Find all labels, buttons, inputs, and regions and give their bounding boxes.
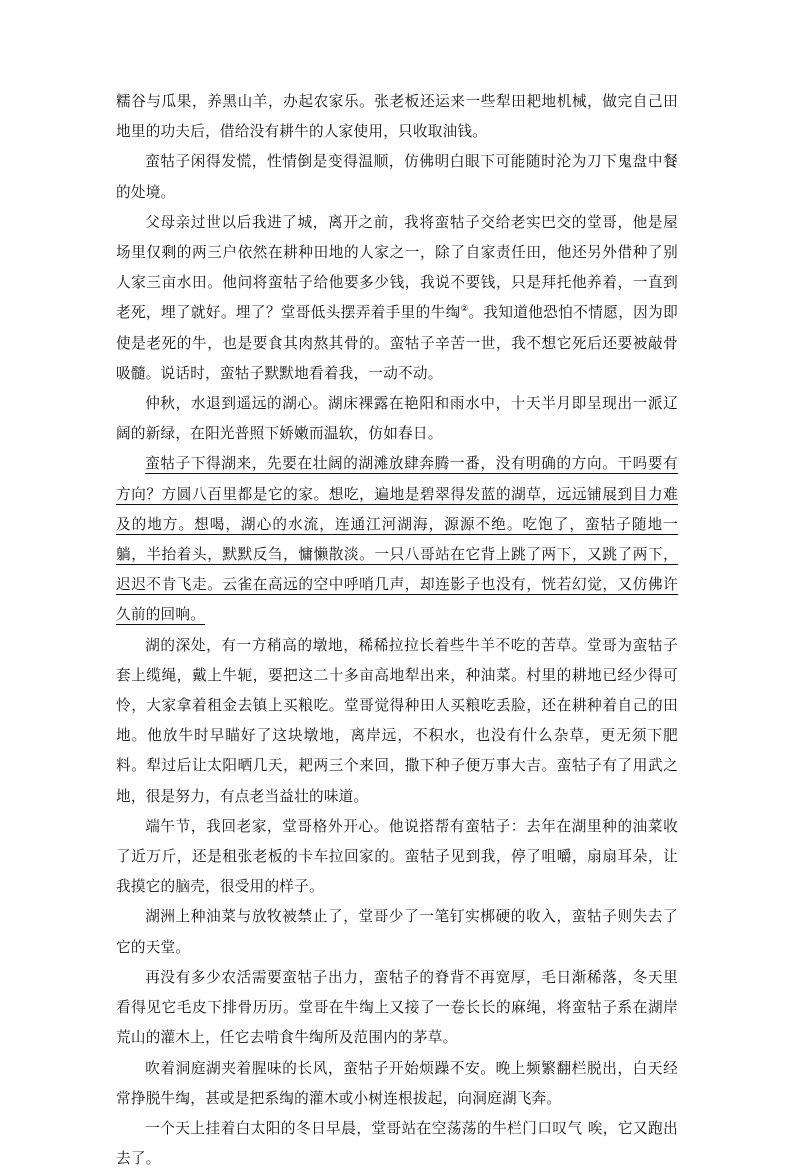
paragraph-3-text-before: 父母亲过世以后我进了城，离开之前，我将蛮牯子交给老实巴交的堂哥，他是屋场里仅剩的两三户依然在耕种田地的人家之一，除了自家责任田，他还另外借种了别人家三亩水田。他问将蛮牯子给他要多少钱，我说不要钱，只是拜托他养着，一直到老死，埋了就好。埋了？堂哥低头摆弄着手里的牛绹 xyxy=(116,213,678,322)
paragraph-7: 端午节，我回老家，堂哥格外开心。他说搭帮有蛮牯子：去年在湖里种的油菜收了近万斤，还是租张老板的卡车拉回家的。蛮牯子见到我，停了咀嚼，扇扇耳朵，让我摸它的脑壳，很受用的样子。 xyxy=(116,817,678,896)
paragraph-6: 湖的深处，有一方稍高的墩地，稀稀拉拉长着些牛羊不吃的苦草。堂哥为蛮牯子套上缆绳，戴上牛轭，要把这二十多亩高地犁出来，种油菜。村里的耕地已经少得可怜，大家拿着租金去镇上买粮吃。堂哥觉得种田人买粮吃丢脸，还在耕种着自己的田地。他放牛时早瞄好了这块墩地，离岸远，不积水，也没有什么杂草，更无须下肥料。犁过后让太阳晒几天，耙两三个来回，撒下种子便万事大吉。蛮牯子有了用武之地，很是努力，有点老当益壮的味道。 xyxy=(116,636,678,805)
paragraph-1: 糯谷与瓜果，养黑山羊，办起农家乐。张老板还运来一些犁田耙地机械，做完自己田地里的功夫后，借给没有耕牛的人家使用，只收取油钱。 xyxy=(116,93,678,141)
paragraph-5-underlined-passage: 蛮牯子下得湖来，先要在壮阔的湖滩放肆奔腾一番，没有明确的方向。干吗要有方向？方圆八百里都是它的家。想吃，遍地是碧翠得发蓝的湖草，远远铺展到目力难及的地方。想喝，湖心的水流，连通江河湖海，源源不绝。吃饱了，蛮牯子随地一躺，半抬着头，默默反刍，慵懒散淡。一只八哥站在它背上跳了两下，又跳了两下，迟迟不肯飞走。云雀在高远的空中呼哨几声，却连影子也没有，恍若幻觉，又仿佛许久前的回响。 xyxy=(116,455,678,624)
paragraph-8: 湖洲上种油菜与放牧被禁止了，堂哥少了一笔钉实梆硬的收入，蛮牯子则失去了它的天堂。 xyxy=(116,908,678,956)
paragraph-2: 蛮牯子闲得发慌，性情倒是变得温顺，仿佛明白眼下可能随时沦为刀下鬼盘中餐的处境。 xyxy=(116,153,678,201)
paragraph-10: 吹着洞庭湖夹着腥味的长风，蛮牯子开始烦躁不安。晚上频繁翻栏脱出，白天经常挣脱牛绹，甚或是把系绹的灌木或小树连根拔起，向洞庭湖飞奔。 xyxy=(116,1059,678,1107)
paragraph-9: 再没有多少农活需要蛮牯子出力，蛮牯子的脊背不再宽厚，毛日渐稀落，冬天里看得见它毛皮下排骨历历。堂哥在牛绹上又接了一卷长长的麻绳，将蛮牯子系在湖岸荒山的灌木上，任它去啃食牛绹所及范围内的茅草。 xyxy=(116,968,678,1047)
paragraph-11: 一个天上挂着白太阳的冬日早晨，堂哥站在空荡荡的牛栏门口叹气 唉，它又跑出去了。 xyxy=(116,1119,678,1168)
footnote-marker: ② xyxy=(460,304,469,315)
document-page xyxy=(116,87,678,1174)
paragraph-4: 仲秋，水退到遥远的湖心。湖床裸露在艳阳和雨水中，十天半月即呈现出一派辽阔的新绿，在阳光普照下娇嫩而温软，仿如春日。 xyxy=(116,395,678,443)
paragraph-3 xyxy=(116,208,678,389)
paragraph-3-text-after: 。我知道他恐怕不情愿，因为即使是老死的牛，也是要食其肉熬其骨的。蛮牯子辛苦一世，我不想它死后还要被敲骨吸髓。说话时，蛮牯子默默地看着我，一动不动。 xyxy=(116,304,678,382)
